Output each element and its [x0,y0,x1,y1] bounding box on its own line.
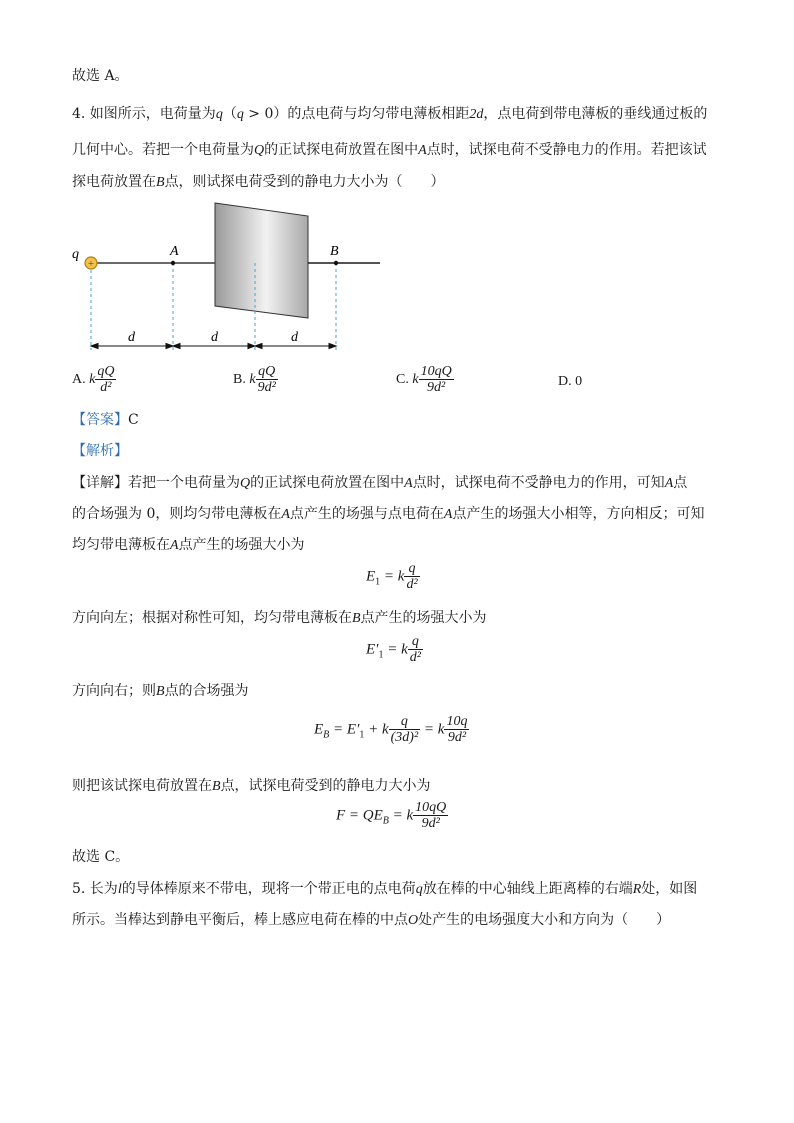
text: 的正试探电荷放置在图中 [250,475,405,491]
charged-plate [215,203,308,318]
A-symbol: A [664,476,674,491]
answer-line [72,410,139,430]
fraction [408,634,423,666]
option-C [396,364,454,396]
formula-F [336,800,448,832]
text: 点产生的场强大小相等，方向相反；可知 [452,506,705,522]
text: 点时，试探电荷不受静电力的作用，可知 [412,475,665,491]
equals-k: = k [383,641,408,658]
text: 方向向右；则 [72,683,156,699]
k-symbol: k [89,372,96,388]
text: 所示。当棒达到静电平衡后，棒上感应电荷在棒的中点 [72,912,408,928]
term: = E′ [329,721,360,738]
fraction [419,364,454,396]
distance-symbol: 2d [469,107,484,122]
equals-k: = k [380,568,405,585]
denominator: (3d)² [390,730,419,745]
denominator: d² [409,650,421,665]
A-symbol: A [170,538,179,553]
lhs: E [366,568,376,585]
fraction [444,714,469,746]
text: 的合场强为 0，则均匀带电薄板在 [72,506,282,522]
text: 处，如图 [641,881,698,897]
answer-value: C [128,412,139,428]
Q-symbol: Q [254,143,265,158]
detail-line1 [72,473,687,494]
detail-line5 [72,681,249,702]
text: （ [222,106,237,122]
text: 点产生的场强大小为 [360,610,487,626]
text: 点产生的场强与点电荷在 [289,506,444,522]
numerator: 10qQ [420,364,452,379]
detail-line3 [72,535,305,556]
text: 点 [673,475,688,491]
option-letter: B. [233,372,246,388]
label-A: A [170,244,179,259]
text: 处产生的电场强度大小和方向为（ ） [418,912,671,928]
text: 点的合场强为 [164,683,249,699]
lhs: E [314,721,324,738]
q4-figure [60,198,390,358]
label-d3: d [291,330,298,345]
Q-symbol: Q [240,476,251,491]
point-A [171,261,175,265]
text: 均匀带电薄板在 [72,537,170,553]
R-symbol: R [632,882,642,897]
q4-conclusion: 故选 C。 [72,849,130,865]
A-symbol: A [404,476,413,491]
q5-stem-line2 [72,910,670,931]
fraction [95,364,116,396]
denominator: d² [406,577,418,592]
answer-tag: 【答案】 [72,412,128,428]
k-symbol: k [412,372,419,388]
text: 5. 长为 [72,881,118,897]
A-symbol: A [418,143,427,158]
plus-k: + k [364,721,389,738]
text: > 0） [243,106,288,122]
label-d2: d [211,330,218,345]
B-symbol: B [352,611,361,626]
numerator: 10qQ [415,800,447,815]
A-symbol: A [443,507,453,522]
label-q: q [72,247,79,262]
text: 点，试探电荷受到的静电力大小为 [220,778,431,794]
denominator: 9d² [421,816,440,831]
lhs: E′ [366,641,379,658]
subscript: B [382,815,389,827]
text: 几何中心。若把一个电荷量为 [72,142,254,158]
B-symbol: B [156,684,165,699]
q-symbol: q [215,107,223,122]
denominator: d² [100,380,112,395]
numerator: 10q [446,714,468,729]
subscript: 1 [359,729,365,741]
subscript: B [323,729,330,741]
text: 点时，试探电荷不受静电力的作用。若把该试 [426,142,707,158]
q-symbol: q [415,882,423,897]
analysis-tag: 【解析】 [72,443,128,459]
q4-stem-line1 [72,104,707,125]
point-B [334,261,338,265]
text: 点产生的场强大小为 [178,537,305,553]
detail-line6 [72,776,431,797]
option-A [72,364,116,396]
denominator: 9d² [257,380,276,395]
formula-EB [314,714,469,746]
numerator: q [408,634,423,650]
text: 的正试探电荷放置在图中 [264,142,419,158]
l-symbol: l [117,882,122,897]
subscript: 1 [378,649,384,661]
text: 点，则试探电荷受到的静电力大小为（ ） [164,174,445,190]
O-symbol: O [408,913,419,928]
text: 探电荷放置在 [72,174,156,190]
text: 放在棒的中心轴线上距离棒的右端 [422,881,633,897]
prev-conclusion: 故选 A。 [72,68,129,84]
label-B: B [330,244,339,259]
text: ，点电荷到带电薄板的垂线通过板的 [483,106,708,122]
lhs: F = QE [336,807,383,824]
k-symbol: k [249,372,256,388]
option-letter: C. [396,372,409,388]
denominator: 9d² [427,380,446,395]
fraction [404,561,419,593]
fraction [413,800,448,832]
label-d1: d [128,330,135,345]
text: 的导体棒原来不带电，现将一个带正电的点电荷 [121,881,416,897]
B-symbol: B [212,779,221,794]
numerator: qQ [97,364,115,379]
equals-k: = k [388,807,414,824]
detail-line2 [72,504,704,525]
equals-k: = k [420,721,445,738]
text: 方向向左；根据对称性可知，均匀带电薄板在 [72,610,352,626]
option-B [233,364,278,396]
numerator: q [404,561,419,577]
formula-E1-prime [366,634,423,666]
subscript: 1 [375,576,381,588]
option-letter: A. [72,372,86,388]
numerator: q [389,714,421,730]
q4-stem-line2 [72,140,707,161]
text: 则把该试探电荷放置在 [72,778,212,794]
fraction [256,364,278,396]
formula-E1 [366,561,420,593]
B-symbol: B [156,175,165,190]
text: 的点电荷与均匀带电薄板相距 [287,106,470,122]
charge-sign: + [87,258,95,270]
text: 4. 如图所示，电荷量为 [72,106,216,122]
q4-stem-line3 [72,172,445,193]
A-symbol: A [281,507,290,522]
detail-tag: 【详解】 [72,475,128,491]
detail-line4 [72,608,487,629]
denominator: 9d² [447,730,467,745]
option-D: D. 0 [558,374,583,389]
numerator: qQ [256,364,278,380]
q-symbol: q [236,107,244,122]
q5-stem-line1 [72,879,697,900]
fraction [389,714,421,746]
text: 若把一个电荷量为 [128,475,240,491]
